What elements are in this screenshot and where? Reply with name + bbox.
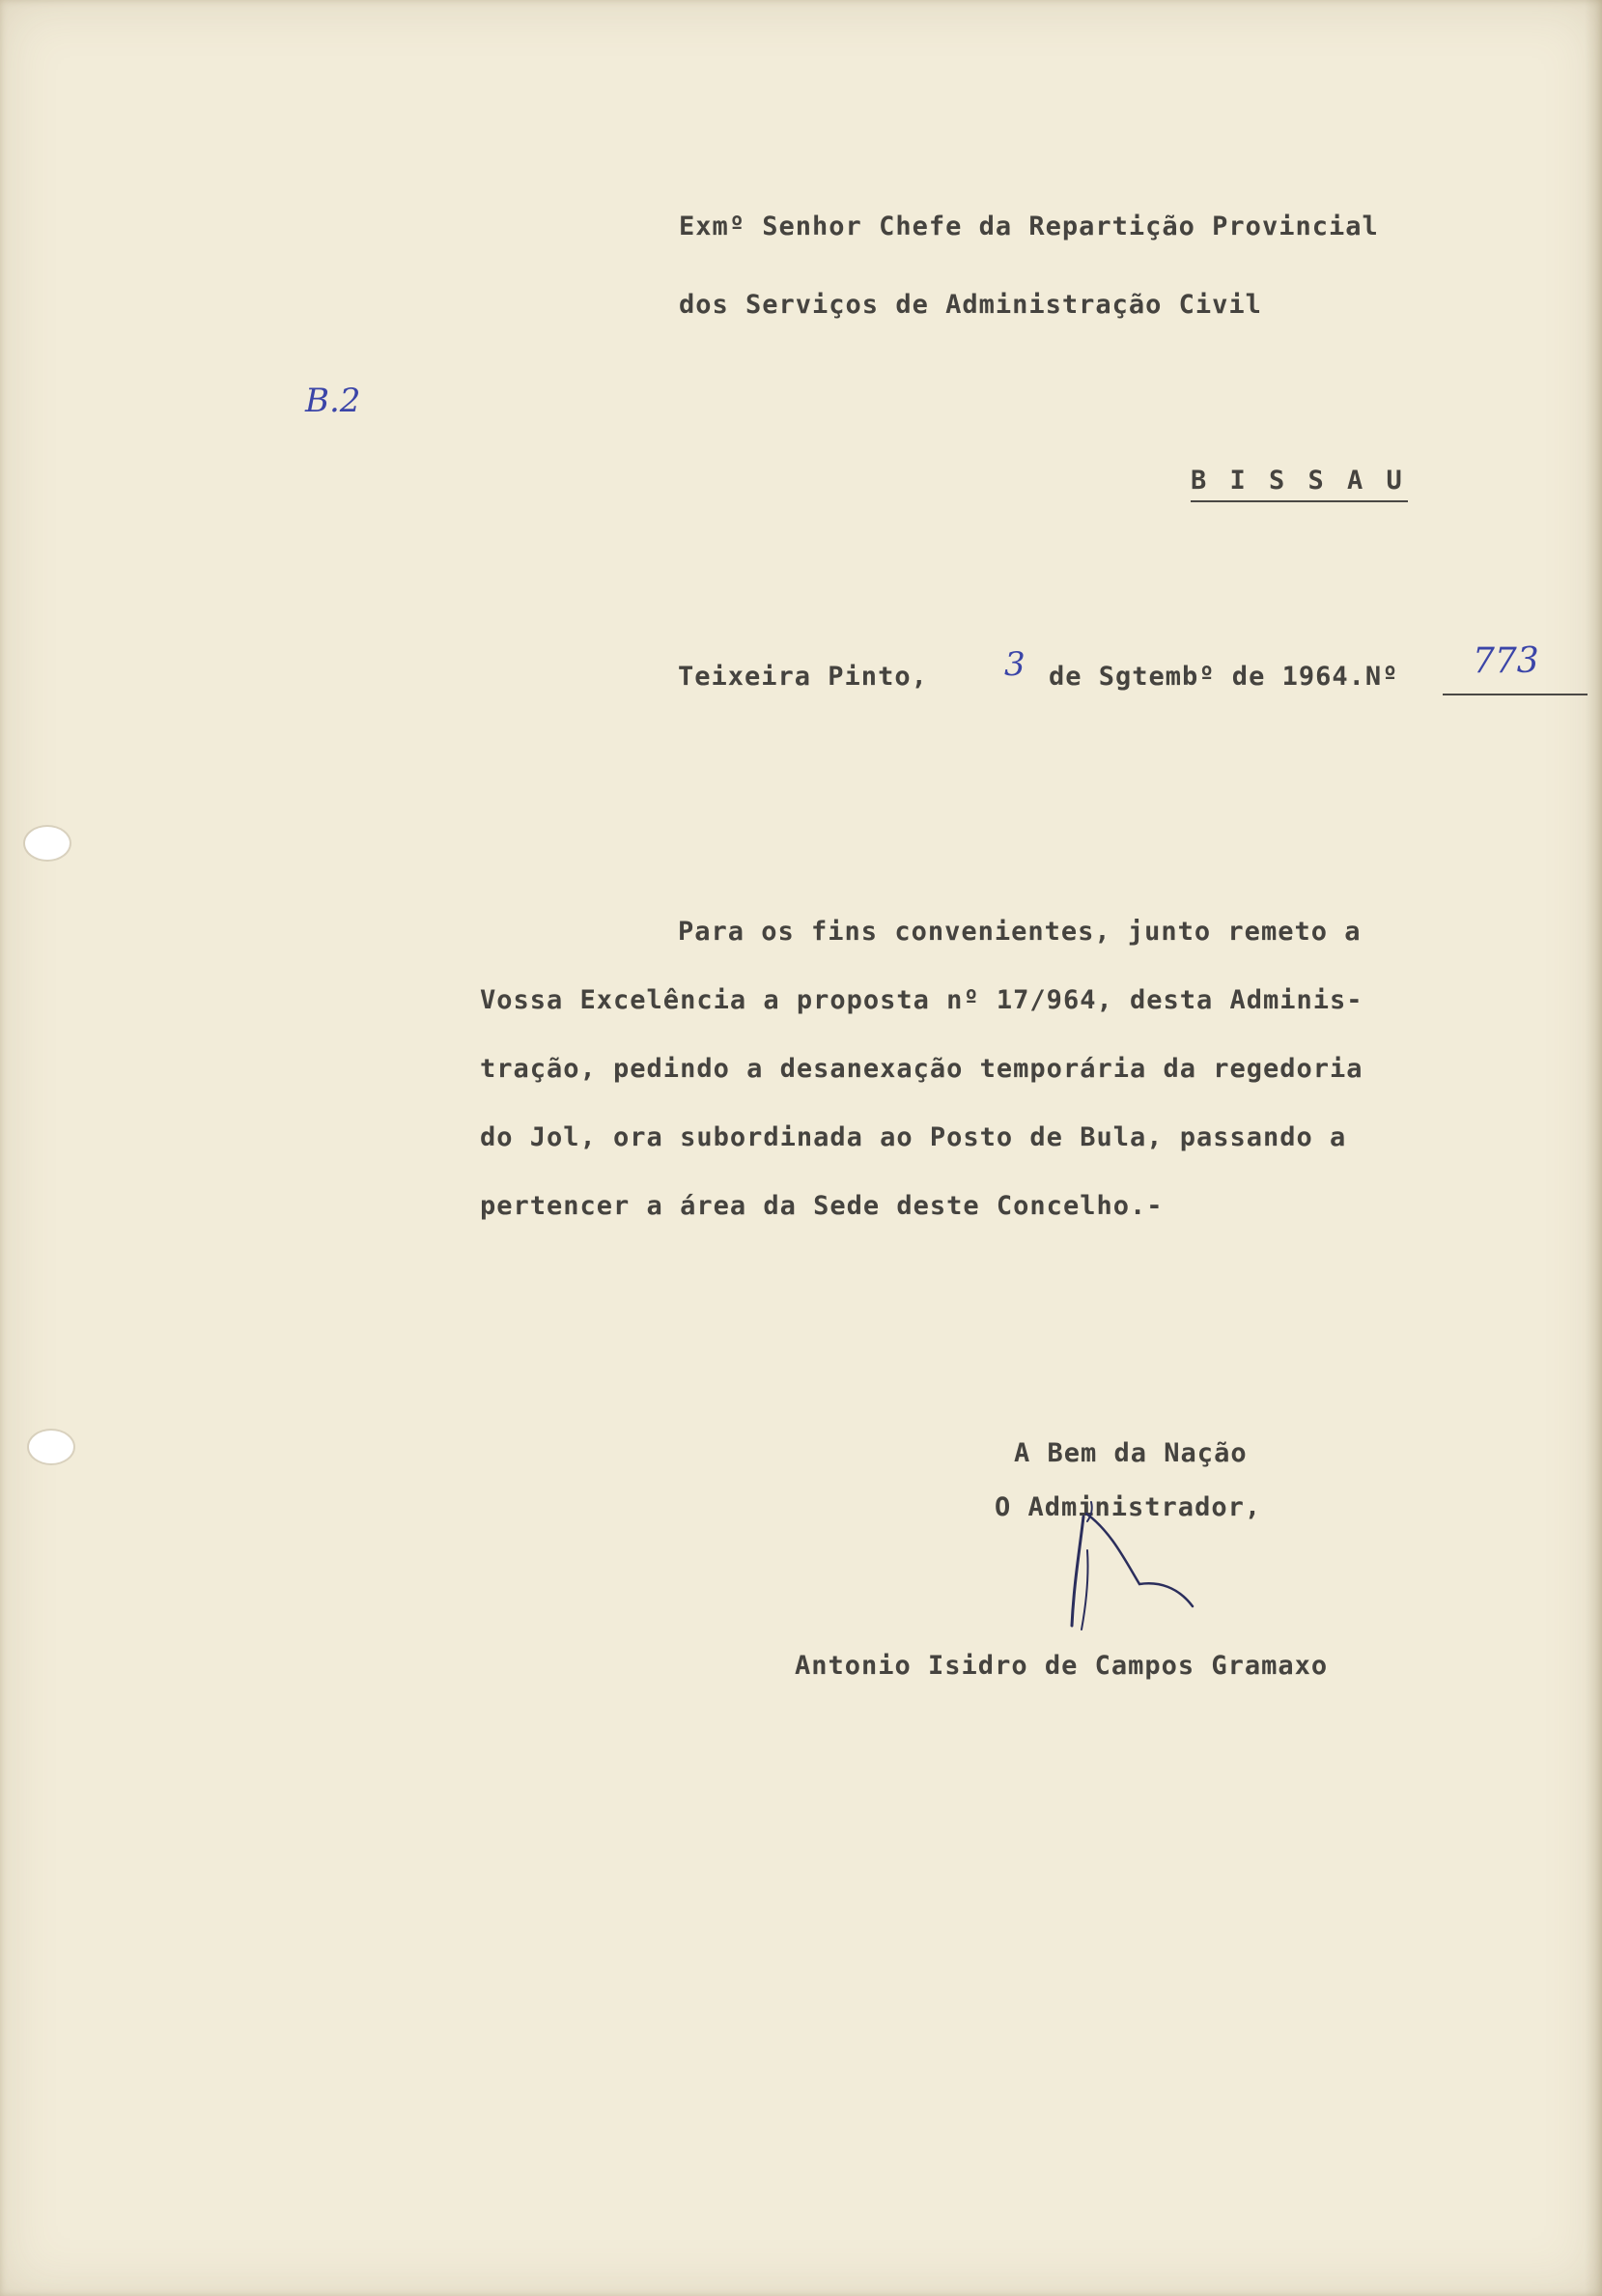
- dateline-day: 3: [1004, 645, 1026, 684]
- recipient-line-1: Exmº Senhor Chefe da Repartição Provincial: [679, 212, 1379, 241]
- body-line-5: pertencer a área da Sede deste Concelho.-: [480, 1191, 1164, 1221]
- closing-title: O Administrador,: [995, 1492, 1262, 1522]
- dateline-number: 773: [1473, 641, 1539, 681]
- recipient-city: B I S S A U: [1191, 466, 1406, 496]
- page-edge-shadow: [1585, 0, 1602, 2296]
- number-underline: [1443, 694, 1588, 695]
- signature-scribble: [1033, 1492, 1207, 1637]
- marginal-note: B.2: [305, 382, 361, 420]
- recipient-line-2: dos Serviços de Administração Civil: [679, 290, 1262, 320]
- dateline-place: Teixeira Pinto,: [678, 662, 928, 692]
- dateline-month-year: de Sgtembº de 1964.Nº: [1049, 662, 1399, 692]
- body-line-2: Vossa Excelência a proposta nº 17/964, desta Adminis-: [480, 985, 1363, 1015]
- signatory-name: Antonio Isidro de Campos Gramaxo: [795, 1651, 1329, 1681]
- body-line-3: tração, pedindo a desanexação temporária da regedoria: [480, 1054, 1363, 1084]
- punch-hole-lower: [29, 1431, 73, 1463]
- body-line-1: Para os fins convenientes, junto remeto a: [678, 917, 1362, 947]
- body-line-4: do Jol, ora subordinada ao Posto de Bula, passando a: [480, 1122, 1347, 1152]
- closing-salutation: A Bem da Nação: [1014, 1438, 1248, 1468]
- punch-hole-upper: [25, 827, 70, 860]
- city-underline: [1191, 500, 1408, 502]
